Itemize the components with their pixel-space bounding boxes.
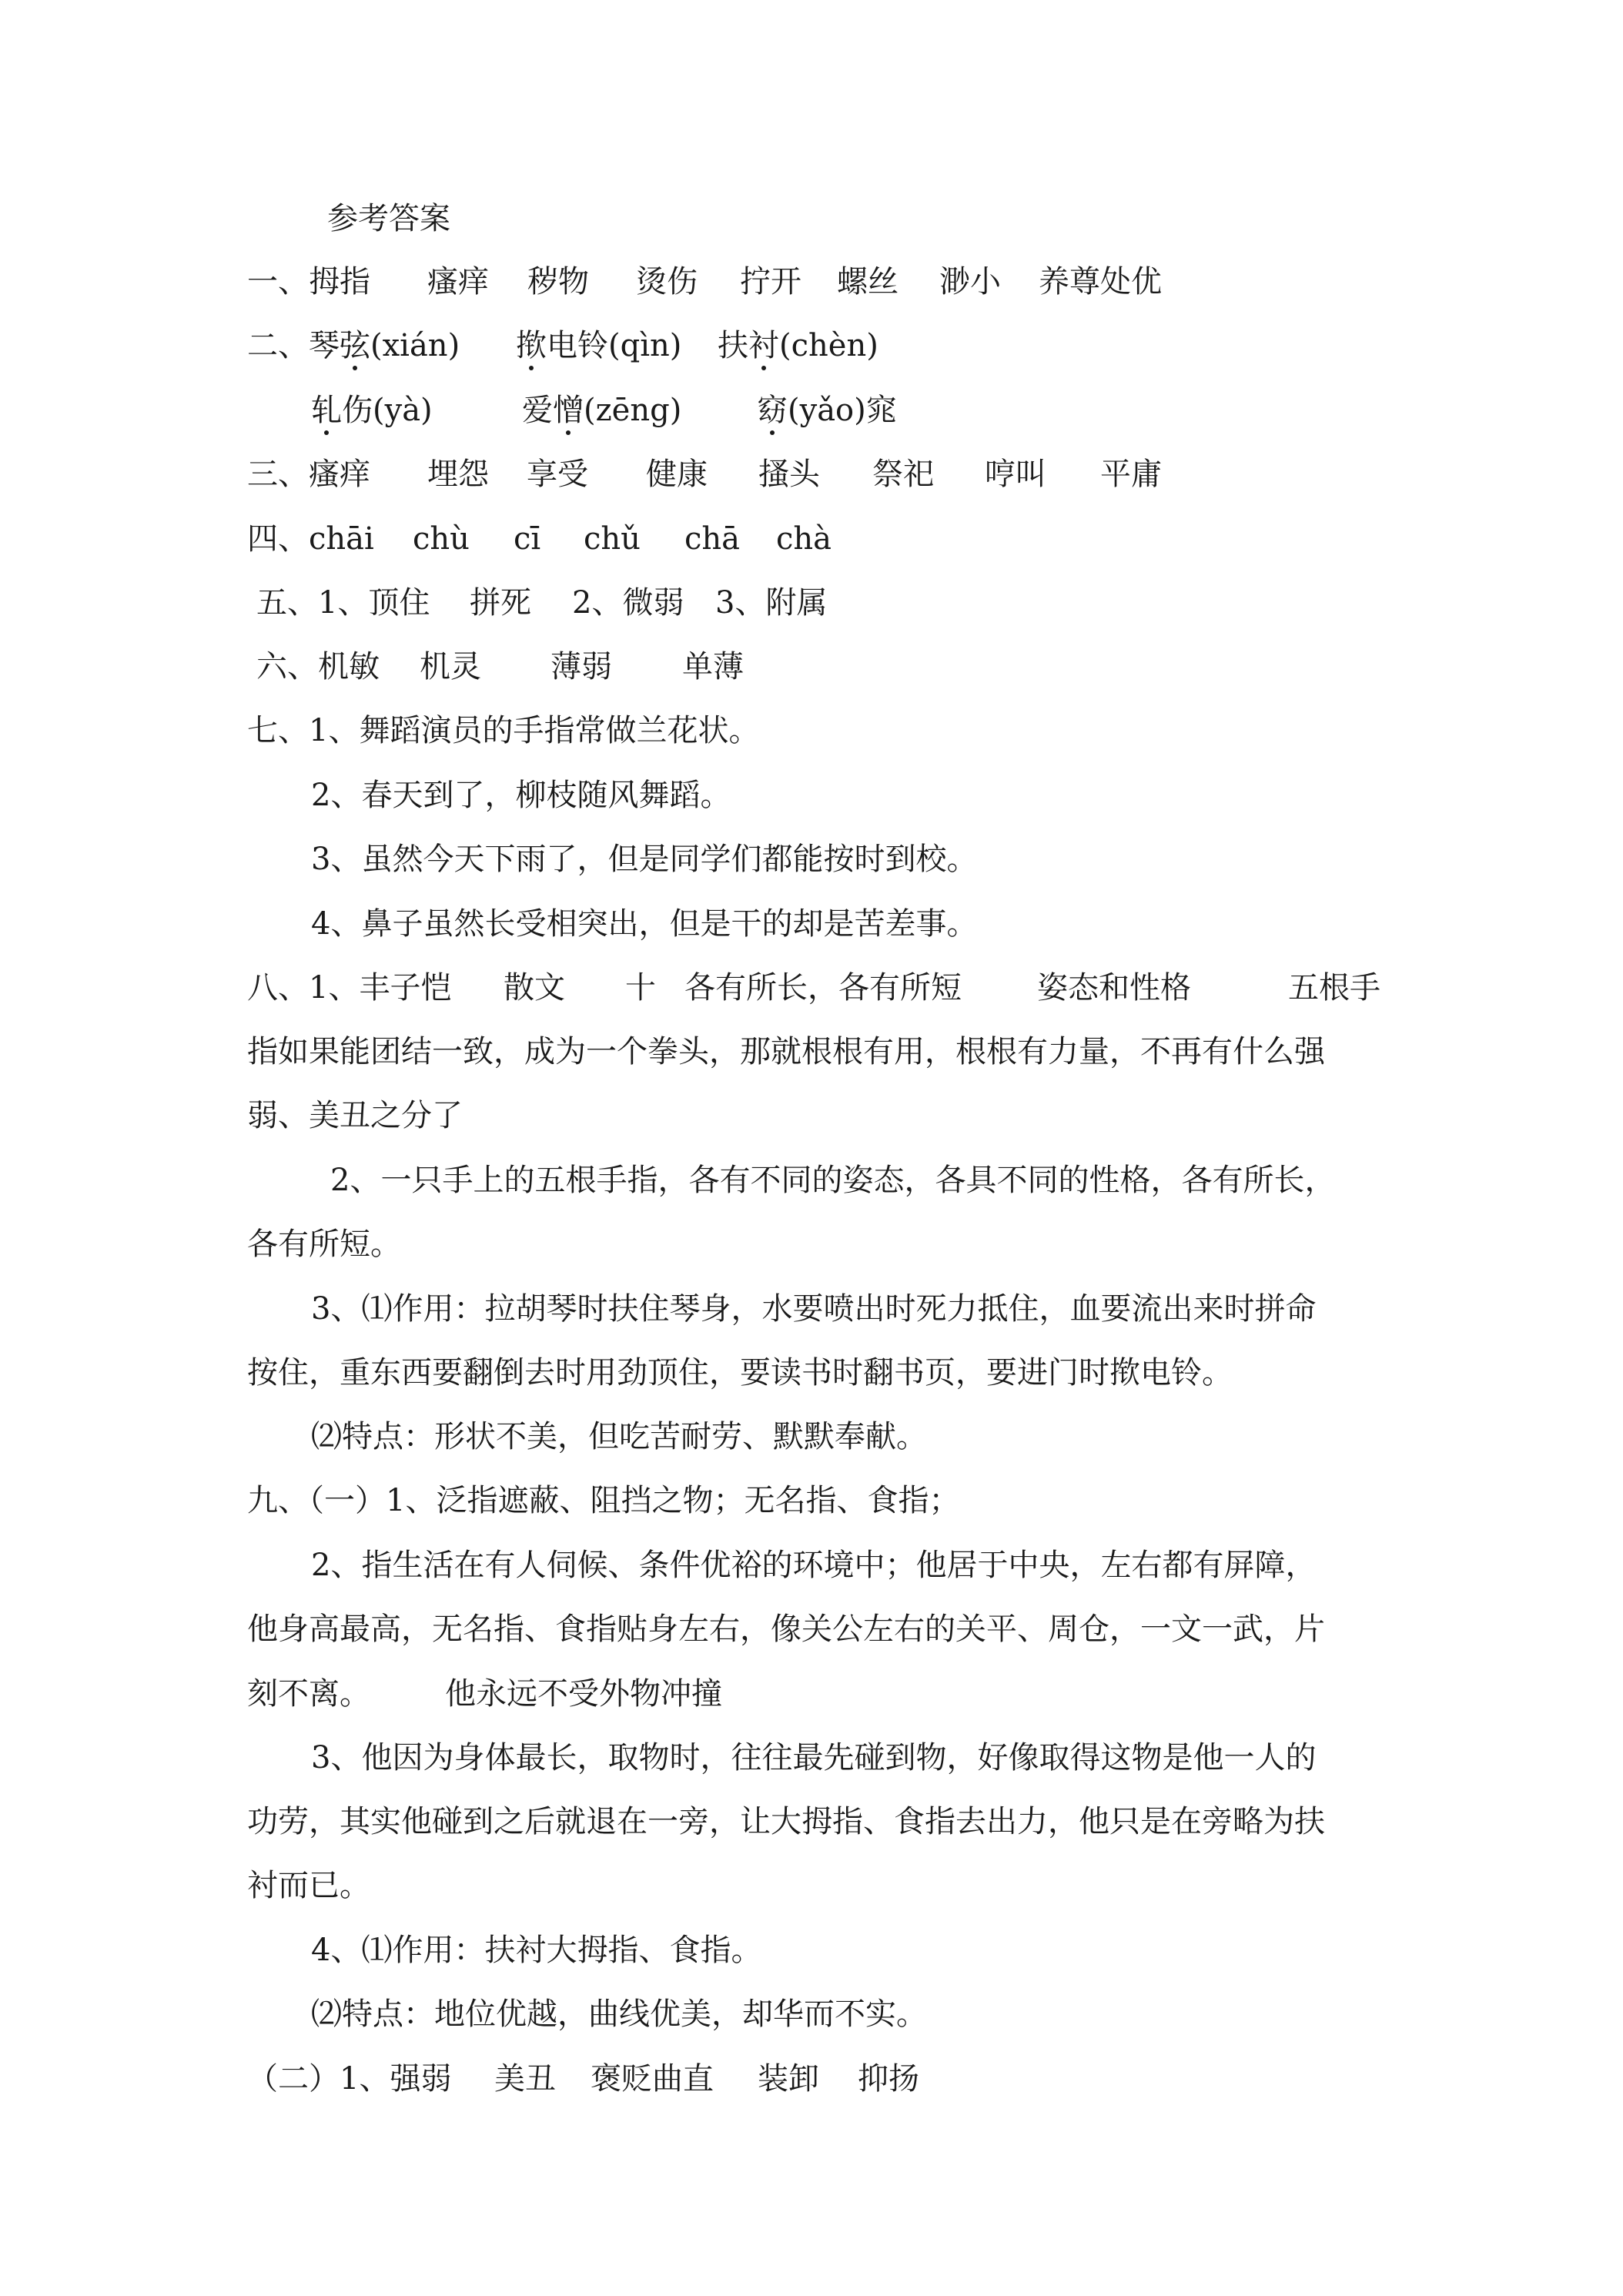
s9-l10-item-3: 褒贬曲直 [591, 2061, 714, 2097]
s8-line-6: 3、⑴作用：拉胡琴时扶住琴身，水要喷出时死力抵住，血要流出来时拼命 [311, 1291, 1317, 1327]
s2a-item-1: 二、琴弦(xián) [247, 326, 460, 366]
s8-line-7: 按住，重东西要翻倒去时用劲顶住，要读书时翻书页，要进门时揿电铃。 [247, 1355, 1233, 1391]
s1-item-7: 渺小 [939, 264, 1001, 300]
s9-line-7: 衬而已。 [247, 1868, 370, 1903]
s8-item-6: 五根手 [1288, 970, 1380, 1006]
s8-item-4: 各有所长，各有所短 [684, 970, 962, 1006]
s1-item-5: 拧开 [740, 264, 801, 300]
s9-line-3: 他身高最高，无名指、食指贴身左右，像关公左右的关平、周仓，一文一武，片 [247, 1612, 1325, 1647]
s3-item-3: 享受 [527, 457, 588, 492]
s9-line-1: 九、（一）1、泛指遮蔽、阻挡之物；无名指、食指； [247, 1483, 960, 1518]
page-title: 参考答案 [327, 201, 450, 236]
s3-item-4: 健康 [646, 457, 708, 492]
s1-item-8: 养尊处优 [1039, 264, 1162, 300]
s6-item-1: 六、机敏 [256, 649, 380, 684]
s8-line-2: 指如果能团结一致，成为一个拳头，那就根根有用，根根有力量，不再有什么强 [247, 1034, 1325, 1069]
s8-item-1: 八、1、丰子恺 [247, 970, 452, 1006]
s2b-item-3: 窈(yǎo)窕 [757, 390, 897, 430]
s9-line-2: 2、指生活在有人伺候、条件优裕的环境中；他居于中央，左右都有屏障， [311, 1548, 1317, 1583]
s8-line-5: 各有所短。 [247, 1227, 401, 1262]
s3-item-6: 祭祀 [872, 457, 934, 492]
s4-item-5: chā [684, 521, 741, 557]
s7-line-2: 2、春天到了，柳枝随风舞蹈。 [311, 778, 731, 813]
s6-item-2: 机灵 [420, 649, 481, 684]
s9-l4-part-2: 他永远不受外物冲撞 [445, 1676, 722, 1712]
s5-item-3: 2、微弱 [572, 585, 684, 621]
s2b-item-2: 爱憎(zēng) [522, 390, 681, 430]
dotted-char: 衬 [748, 326, 779, 366]
s2a-item-2: 揿电铃(qìn) [516, 326, 681, 366]
s1-item-1: 一、拇指 [247, 264, 370, 300]
s1-item-6: 螺丝 [837, 264, 899, 300]
s3-item-1: 三、瘙痒 [247, 457, 370, 492]
s6-item-3: 薄弱 [550, 649, 612, 684]
dotted-char: 揿 [516, 326, 547, 366]
s3-item-7: 哼叫 [985, 457, 1046, 492]
s4-item-3: cī [514, 521, 541, 557]
s6-item-4: 单薄 [682, 649, 744, 684]
s9-l10-item-5: 抑扬 [858, 2061, 919, 2097]
s9-line-8: 4、⑴作用：扶衬大拇指、食指。 [311, 1933, 762, 1968]
dotted-char: 弦 [340, 326, 370, 366]
s4-item-1: 四、chāi [247, 521, 374, 557]
s9-line-9: ⑵特点：地位优越，曲线优美，却华而不实。 [311, 1996, 927, 2032]
s7-line-3: 3、虽然今天下雨了，但是同学们都能按时到校。 [311, 842, 978, 877]
dotted-char: 轧 [311, 390, 342, 430]
s4-item-4: chǔ [584, 521, 641, 557]
s3-item-2: 埋怨 [427, 457, 489, 492]
s4-item-6: chà [776, 521, 832, 557]
s3-item-5: 搔头 [758, 457, 820, 492]
s8-line-4: 2、一只手上的五根手指，各有不同的姿态，各具不同的性格，各有所长， [330, 1163, 1336, 1198]
s9-line-6: 功劳，其实他碰到之后就退在一旁，让大拇指、食指去出力，他只是在旁略为扶 [247, 1804, 1325, 1839]
s3-item-8: 平庸 [1100, 457, 1162, 492]
s8-item-2: 散文 [504, 970, 565, 1006]
s8-item-3: 十 [625, 970, 656, 1006]
dotted-char: 窈 [757, 390, 788, 430]
s9-l4-part-1: 刻不离。 [247, 1676, 370, 1712]
s8-line-3: 弱、美丑之分了 [247, 1098, 463, 1133]
s5-item-4: 3、附属 [715, 585, 828, 621]
dotted-char: 憎 [553, 390, 584, 430]
s9-l10-item-1: （二）1、强弱 [247, 2061, 452, 2097]
s7-line-4: 4、鼻子虽然长受相突出，但是干的却是苦差事。 [311, 906, 978, 942]
s8-line-8: ⑵特点：形状不美，但吃苦耐劳、默默奉献。 [311, 1419, 927, 1454]
s2a-item-3: 扶衬(chèn) [718, 326, 878, 366]
s1-item-3: 秽物 [527, 264, 589, 300]
s1-item-4: 烫伤 [636, 264, 698, 300]
s4-item-2: chù [413, 521, 470, 557]
s5-item-2: 拼死 [470, 585, 531, 621]
s9-line-5: 3、他因为身体最长，取物时，往往最先碰到物，好像取得这物是他一人的 [311, 1740, 1317, 1776]
s9-l10-item-2: 美丑 [494, 2061, 556, 2097]
s1-item-2: 瘙痒 [427, 264, 489, 300]
s9-l10-item-4: 装卸 [758, 2061, 819, 2097]
s7-line-1: 七、1、舞蹈演员的手指常做兰花状。 [247, 713, 760, 748]
s5-item-1: 五、1、顶住 [256, 585, 430, 621]
s8-item-5: 姿态和性格 [1037, 970, 1191, 1006]
s2b-item-1: 轧伤(yà) [311, 390, 433, 430]
